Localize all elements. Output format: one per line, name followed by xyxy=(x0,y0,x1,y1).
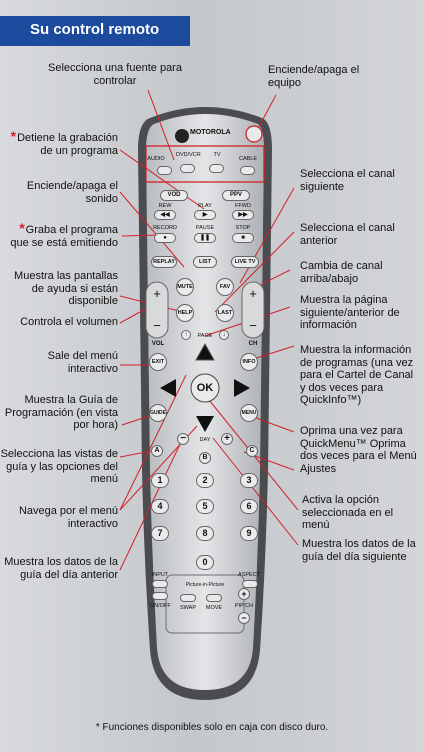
page-up-button[interactable]: ↑ xyxy=(181,330,191,340)
digit-0-button[interactable]: 0 xyxy=(196,555,214,570)
callout-source: Selecciona una fuente para controlar xyxy=(48,62,182,87)
ffwd-label: FFWD xyxy=(235,203,251,209)
page-label: PAGE xyxy=(197,333,213,339)
play-label: PLAY xyxy=(198,203,212,209)
dvdvcr-key[interactable]: DVD/VCR xyxy=(176,152,201,158)
pip-label: Picture-in-Picture xyxy=(185,582,225,588)
day-minus-button[interactable]: − xyxy=(177,433,189,445)
exit-button[interactable]: EXIT xyxy=(149,353,167,371)
dvdvcr-button[interactable] xyxy=(180,164,195,173)
tv-key[interactable]: TV xyxy=(213,152,221,158)
pause-button[interactable]: ❚❚ xyxy=(194,233,216,243)
ppv-button[interactable]: PPV xyxy=(222,190,250,201)
callout-day-minus: Muestra los datos de la guía del día anterior xyxy=(4,556,118,581)
callout-day-plus: Muestra los datos de la guía del día siguiente xyxy=(302,538,416,563)
info-button[interactable]: INFO xyxy=(240,353,258,371)
digit-1-button[interactable]: 1 xyxy=(151,473,169,488)
cable-key[interactable]: CABLE xyxy=(238,156,258,162)
callout-record: *Graba el programa que se está emitiendo xyxy=(10,220,118,249)
pause-label: PAUSE xyxy=(195,225,215,231)
list-button[interactable]: LIST xyxy=(193,256,217,268)
guide-button[interactable]: GUIDE xyxy=(149,404,167,422)
digit-3-button[interactable]: 3 xyxy=(240,473,258,488)
tv-button[interactable] xyxy=(209,164,224,173)
fav-button[interactable]: FAV xyxy=(216,278,234,296)
callout-mute: Enciende/apaga el sonido xyxy=(26,180,118,205)
stop-button[interactable]: ■ xyxy=(232,233,254,243)
digit-2-button[interactable]: 2 xyxy=(196,473,214,488)
stop-label: STOP xyxy=(235,225,251,231)
callout-guide: Muestra la Guía de Programación (en vista por hora) xyxy=(4,394,118,431)
callout-help: Muestra las pantallas de ayuda si están disponible xyxy=(14,270,118,307)
input-label: INPUT xyxy=(151,572,169,578)
pip-move-button[interactable] xyxy=(206,594,222,602)
pip-ch-label: PIP CH xyxy=(234,603,254,609)
input-button[interactable] xyxy=(152,580,168,588)
pip-swap-button[interactable] xyxy=(180,594,196,602)
pip-ch-down-button[interactable]: − xyxy=(238,612,250,624)
callout-info: Muestra la información de programas (una vez para el Cartel de Canal y dos veces para QuickInfo™) xyxy=(300,344,414,406)
pip-move-label: MOVE xyxy=(205,605,223,611)
ch-label: CH xyxy=(248,341,258,347)
replay-button[interactable]: REPLAY xyxy=(151,256,177,268)
callout-navigate: Navega por el menú interactivo xyxy=(18,505,118,530)
digit-8-button[interactable]: 8 xyxy=(196,526,214,541)
callout-abc: Selecciona las vistas de guía y las opciones del menú xyxy=(0,448,118,485)
page-down-button[interactable]: ↓ xyxy=(219,330,229,340)
digit-7-button[interactable]: 7 xyxy=(151,526,169,541)
aspect-button[interactable] xyxy=(242,580,258,588)
help-button[interactable]: HELP xyxy=(176,304,194,322)
aspect-label: ASPECT xyxy=(237,572,260,578)
b-button[interactable]: B xyxy=(199,452,211,464)
digit-4-button[interactable]: 4 xyxy=(151,499,169,514)
vod-button[interactable]: VOD xyxy=(160,190,188,201)
audio-button[interactable] xyxy=(157,166,172,175)
hdd-asterisk-icon: * xyxy=(19,220,25,236)
callout-pause: *Detiene la grabación de un programa xyxy=(10,128,118,157)
digit-9-button[interactable]: 9 xyxy=(240,526,258,541)
day-label: DAY xyxy=(199,437,211,443)
callout-next: Selecciona el canal siguiente xyxy=(300,168,395,193)
brand-label: MOTOROLA xyxy=(190,129,231,136)
callout-exit: Sale del menú interactivo xyxy=(47,350,118,375)
livetv-button[interactable]: LIVE TV xyxy=(231,256,259,268)
ffwd-button[interactable]: ▶▶ xyxy=(232,210,254,220)
ok-button[interactable]: OK xyxy=(196,382,214,394)
last-button[interactable]: LAST xyxy=(216,304,234,322)
c-button[interactable]: C xyxy=(246,445,258,457)
callout-ok: Activa la opción seleccionada en el menú xyxy=(302,494,394,531)
mute-button[interactable]: MUTE xyxy=(176,278,194,296)
callout-power: Enciende/apaga el equipo xyxy=(268,64,360,89)
callout-page: Muestra la página siguiente/anterior de información xyxy=(300,294,400,331)
callout-prev: Selecciona el canal anterior xyxy=(300,222,395,247)
svg-text:−: − xyxy=(249,318,257,333)
record-button[interactable]: ● xyxy=(154,233,176,243)
callout-chg: Cambia de canal arriba/abajo xyxy=(300,260,383,285)
hdd-asterisk-icon: * xyxy=(10,128,17,144)
cable-button[interactable] xyxy=(240,166,255,175)
callout-vol: Controla el volumen xyxy=(20,316,118,328)
digit-6-button[interactable]: 6 xyxy=(240,499,258,514)
record-label: RECORD xyxy=(153,225,177,231)
svg-text:+: + xyxy=(249,286,257,301)
callout-menu: Oprima una vez para QuickMenu™ Oprima dos veces para el Menú Ajustes xyxy=(300,425,417,475)
svg-text:+: + xyxy=(153,286,161,301)
svg-text:−: − xyxy=(153,318,161,333)
day-plus-button[interactable]: + xyxy=(221,433,233,445)
footnote: * Funciones disponibles solo en caja con disco duro. xyxy=(95,722,329,733)
play-button[interactable]: ▶ xyxy=(194,210,216,220)
vol-label: VOL xyxy=(151,341,165,347)
rew-label: REW xyxy=(158,203,172,209)
pip-onoff-label: ON/OFF xyxy=(150,603,171,609)
section-title: Su control remoto xyxy=(30,21,160,38)
pip-onoff-button[interactable] xyxy=(152,592,168,600)
a-button[interactable]: A xyxy=(151,445,163,457)
digit-5-button[interactable]: 5 xyxy=(196,499,214,514)
pip-ch-up-button[interactable]: + xyxy=(238,588,250,600)
rew-button[interactable]: ◀◀ xyxy=(154,210,176,220)
pip-swap-label: SWAP xyxy=(180,605,196,611)
menu-button[interactable]: MENU xyxy=(240,404,258,422)
audio-key[interactable]: AUDIO xyxy=(147,156,165,162)
